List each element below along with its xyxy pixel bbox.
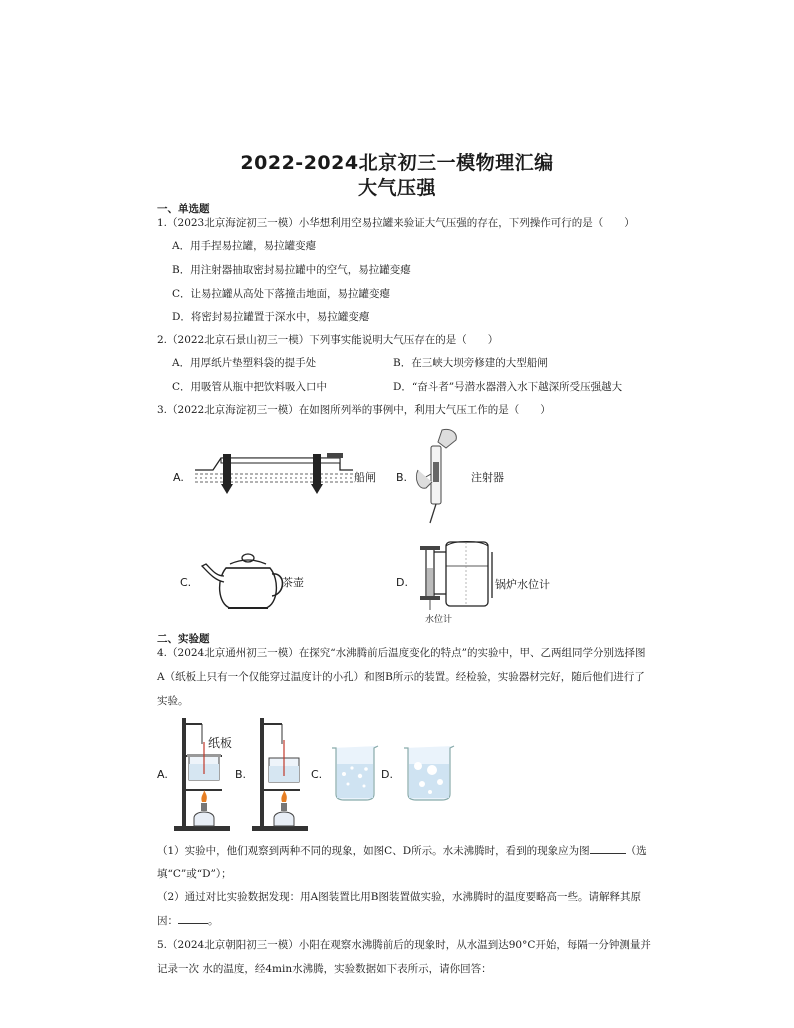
q3-option-d-caption: 锅炉水位计 xyxy=(495,578,550,591)
question-1-option-d: D．将密封易拉罐置于深水中，易拉罐变瘪 xyxy=(172,311,370,323)
question-4-line-2: A（纸板上只有一个仅能穿过温度计的小孔）和图B所示的装置。经检验，实验器材完好，随后他们进行了 xyxy=(157,671,645,683)
q3-option-c-caption: 茶壶 xyxy=(282,576,304,589)
section-heading-experiment: 二、实验题 xyxy=(157,633,210,645)
q4-sub1-answer-blank[interactable] xyxy=(590,844,626,854)
question-1-stem: 1.（2023北京海淀初三一模）小华想利用空易拉罐来验证大气压强的存在，下列操作可行的是（ ） xyxy=(157,217,635,229)
q3-option-b-caption: 注射器 xyxy=(471,471,504,484)
question-4-line-1: 4.（2024北京通州初三一模）在探究“水沸腾前后温度变化的特点”的实验中，甲、乙两组同学分别选择图 xyxy=(157,647,646,659)
q3-option-a-letter: A. xyxy=(173,471,184,484)
q3-option-c-letter: C. xyxy=(180,576,192,589)
question-5-line-2: 记录一次 水的温度，经4min水沸腾，实验数据如下表所示，请你回答： xyxy=(157,963,492,975)
question-2-stem: 2.（2022北京石景山初三一模）下列事实能说明大气压存在的是（ ） xyxy=(157,334,499,346)
ship-lock-figure xyxy=(195,448,353,500)
q4-board-label: 纸板 xyxy=(208,736,233,750)
question-1-option-c: C．让易拉罐从高处下落撞击地面，易拉罐变瘪 xyxy=(172,288,391,300)
q4-option-b-letter: B. xyxy=(235,768,247,781)
q3-option-d-letter: D. xyxy=(396,576,408,589)
syringe-figure xyxy=(412,426,464,526)
question-4-sub-2-cont xyxy=(157,913,219,928)
q4-sub1-text-tail: （选 xyxy=(625,845,647,857)
question-2-option-a: A．用厚纸片垫塑料袋的提手处 xyxy=(172,357,317,369)
boiler-gauge-figure xyxy=(414,538,496,612)
beaker-c-figure xyxy=(330,744,380,802)
question-2-option-c: C．用吸管从瓶中把饮料吸入口中 xyxy=(172,381,328,393)
q4-sub2-answer-blank[interactable] xyxy=(178,914,208,924)
q3-option-d-sublabel: 水位计 xyxy=(425,615,453,625)
q4-sub1-text: （1）实验中，他们观察到两种不同的现象，如图C、D所示。水未沸腾时，看到的现象应为图 xyxy=(157,845,590,857)
q3-option-b-letter: B. xyxy=(396,471,408,484)
question-3-stem: 3.（2022北京海淀初三一模）在如图所列举的事例中，利用大气压工作的是（ ） xyxy=(157,404,551,416)
apparatus-a-figure xyxy=(172,714,242,834)
question-2-option-d: D．“奋斗者”号潜水器潜入水下越深所受压强越大 xyxy=(393,381,623,393)
q4-option-a-letter: A. xyxy=(157,768,168,781)
question-4-sub-1-cont: 填“C”或“D”）； xyxy=(157,868,232,880)
teapot-figure xyxy=(200,546,284,614)
q3-option-a-caption: 船闸 xyxy=(354,471,376,484)
page-subtitle: 大气压强 xyxy=(357,177,436,199)
question-1-option-a: A．用手捏易拉罐，易拉罐变瘪 xyxy=(172,240,317,252)
question-4-line-3: 实验。 xyxy=(157,695,189,707)
q4-sub2-prefix: 因： xyxy=(157,915,178,927)
beaker-d-figure xyxy=(402,744,456,802)
question-5-line-1: 5.（2024北京朝阳初三一模）小阳在观察水沸腾前后的现象时，从水温到达90°C开始，每隔一分钟测量并 xyxy=(157,939,651,951)
question-1-option-b: B．用注射器抽取密封易拉罐中的空气，易拉罐变瘪 xyxy=(172,264,411,276)
question-2-option-b: B．在三峡大坝旁修建的大型船闸 xyxy=(393,357,548,369)
q4-option-d-letter: D. xyxy=(381,768,393,781)
apparatus-b-figure xyxy=(252,714,312,834)
question-4-sub-1 xyxy=(157,843,647,858)
section-heading-single-choice: 一、单选题 xyxy=(157,203,210,215)
q4-sub2-end: 。 xyxy=(208,915,219,927)
q4-option-c-letter: C. xyxy=(311,768,323,781)
page-title: 2022-2024北京初三一模物理汇编 xyxy=(240,152,554,174)
question-4-sub-2: （2）通过对比实验数据发现：用A图装置比用B图装置做实验，水沸腾时的温度要略高一些。请解释其原 xyxy=(157,891,641,903)
